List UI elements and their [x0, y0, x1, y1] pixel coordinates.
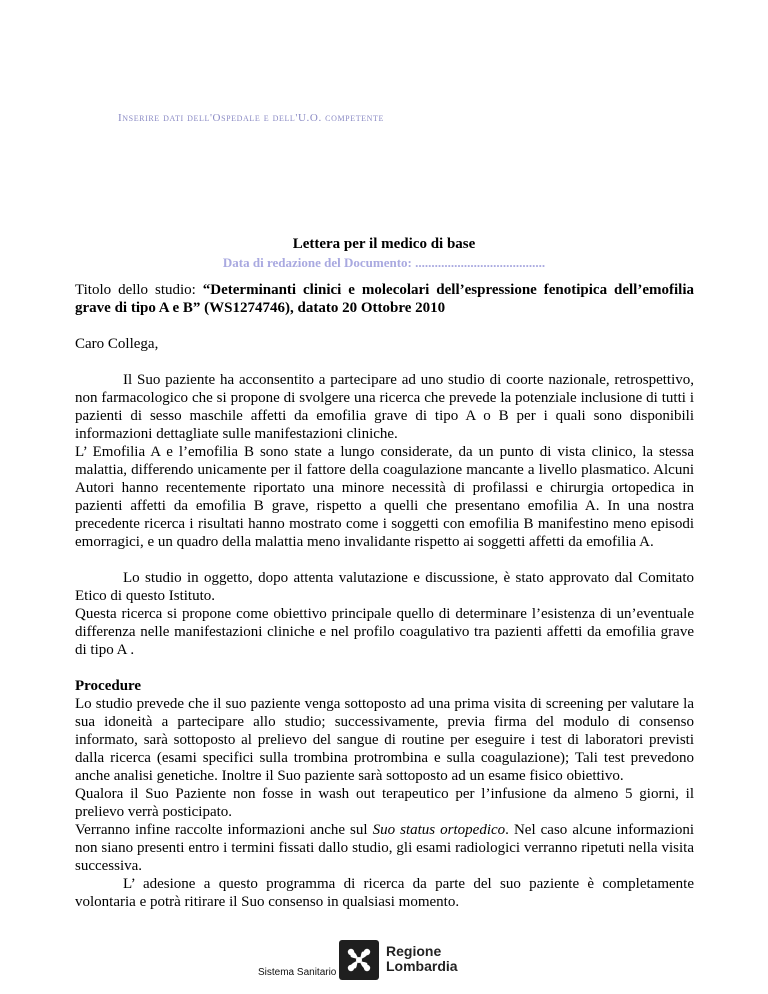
paragraph-7-end: . Nel caso alcune informazioni non siano presenti entro i termini fissati dallo studio, gli esami radiologici verranno ripetuti nella visita successiva.	[75, 822, 694, 874]
paragraph-2: L’ Emofilia A e l’emofilia B sono state a lungo considerate, da un punto di vista clinico, la stessa malattia, differendo unicamente per il fattore della coagulazione mancante a livello plasmatico. Alcuni Autori hanno recentemente riportato una minore necessità di profilassi e chirurgia ortopedica in pazienti affetti da emofilia B grave, rispetto a quelli che presentano emofilia A. In una nostra precedente ricerca i risultati hanno mostrato come i soggetti con emofilia B manifestino meno episodi emorragici, e un quadro della malattia meno invalidante rispetto ai soggetti affetti da emofilia A.	[75, 444, 694, 550]
procedures-heading: Procedure	[75, 678, 142, 694]
document-title: Lettera per il medico di base	[292, 236, 476, 252]
paragraph-6: Qualora il Suo Paziente non fosse in wash out terapeutico per l’infusione da almeno 5 giorni, il prelievo verrà posticipato.	[75, 786, 694, 820]
hospital-placeholder: Inserire dati dell'Ospedale e dell'U.O. competente	[118, 112, 385, 124]
paragraph-8: L’ adesione a questo programma di ricerca da parte del suo paziente è completamente volontaria e potrà ritirare il Suo consenso in qualsiasi momento.	[75, 876, 694, 910]
letter-body	[75, 281, 694, 911]
greeting: Caro Collega,	[75, 336, 159, 352]
regione-lombardia-wordmark	[386, 944, 458, 974]
paragraph-4: Questa ricerca si propone come obiettivo principale quello di determinare l’esistenza di un’eventuale differenza nelle manifestazioni cliniche e nel profilo coagulativo tra pazienti affetti da emofilia grave di tipo A .	[75, 606, 694, 658]
study-title-label: Titolo dello studio	[75, 282, 192, 298]
paragraph-3: Lo studio in oggetto, dopo attenta valutazione e discussione, è stato approvato dal Comitato Etico di questo Istituto.	[75, 570, 694, 604]
rosa-camuna-icon	[339, 940, 379, 980]
study-title: Titolo dello studio: “Determinanti clinici e molecolari dell’espressione fenotipica dell’emofilia grave di tipo A e B” (WS1274746), datato 20 Ottobre 2010	[75, 282, 694, 316]
sistema-sanitario-label: Sistema Sanitario	[258, 967, 337, 978]
document-date-line: Data di redazione del Documento: ........................................	[222, 255, 546, 270]
study-title-text: “Determinanti clinici e molecolari dell’espressione fenotipica dell’emofilia grave di tipo A e B” (WS1274746), datato 20 Ottobre 2010	[75, 282, 694, 316]
lombardia-label: Lombardia	[386, 958, 458, 974]
paragraph-1: Il Suo paziente ha acconsentito a partecipare ad uno studio di coorte nazionale, retrospettivo, non farmacologico che si propone di svolgere una ricerca che prevede la potenziale inclusione di tutti i pazienti di sesso maschile affetti da emofilia grave di tipo A o B per i quali sono disponibili informazioni dettagliate sulle manifestazioni cliniche.	[75, 372, 694, 442]
paragraph-5: Lo studio prevede che il suo paziente venga sottoposto ad una prima visita di screening per valutare la sua idoneità a partecipare allo studio; successivamente, previa firma del modulo di consenso informato, sarà sottoposto al prelievo del sangue di routine per eseguire i test di laboratori previsti dalla ricerca (esami specifici sulla trombina protrombina e sulla coagulazione); Tali test prevedono anche analisi genetiche. Inoltre il Suo paziente sarà sottoposto ad un esame fisico obiettivo.	[75, 696, 694, 784]
paragraph-7	[75, 821, 694, 875]
regione-label: Regione	[386, 943, 442, 959]
orthopedic-status-emphasis: Suo status ortopedico	[372, 822, 506, 838]
paragraph-7-start: Verranno infine raccolte informazioni anche sul	[75, 822, 373, 838]
